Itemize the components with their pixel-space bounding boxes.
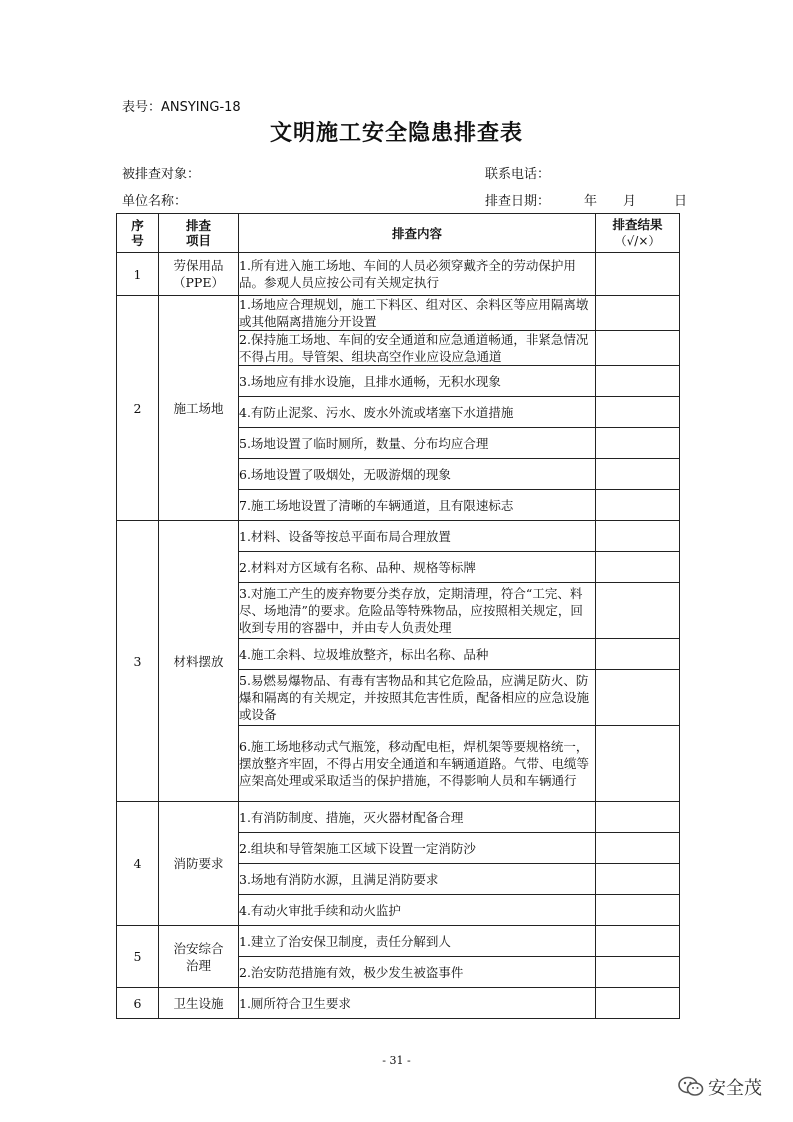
result-cell[interactable] (596, 957, 680, 988)
date-day-label: 日 (674, 194, 688, 209)
result-cell[interactable] (596, 833, 680, 864)
group-item: 卫生设施 (159, 988, 239, 1019)
header-item: 排查项目 (159, 214, 239, 253)
check-content: 2.材料对方区域有名称、品种、规格等标牌 (239, 552, 596, 583)
table-row (117, 926, 680, 957)
result-cell[interactable] (596, 895, 680, 926)
result-cell[interactable] (596, 988, 680, 1019)
group-number: 4 (117, 802, 159, 926)
check-content: 1.场地应合理规划，施工下料区、组对区、余料区等应用隔离墩或其他隔离措施分开设置 (239, 296, 596, 331)
result-cell[interactable] (596, 521, 680, 552)
page-number: - 31 - (382, 1054, 411, 1067)
form-number: 表号：ANSYING-18 (122, 100, 241, 115)
inspection-date-label: 排查日期： (485, 194, 551, 209)
check-content: 1.材料、设备等按总平面布局合理放置 (239, 521, 596, 552)
check-content: 1.所有进入施工场地、车间的人员必须穿戴齐全的劳动保护用品。参观人员应按公司有关规定执行 (239, 253, 596, 296)
check-content: 3.对施工产生的废弃物要分类存放，定期清理，符合“工完、料尽、场地清”的要求。危险品等特殊物品，应按照相关规定，回收到专用的容器中，并由专人负责处理 (239, 583, 596, 639)
group-number: 3 (117, 521, 159, 802)
result-cell[interactable] (596, 331, 680, 366)
date-year-label: 年 (584, 194, 598, 209)
result-cell[interactable] (596, 397, 680, 428)
header-result (596, 214, 680, 253)
result-cell[interactable] (596, 864, 680, 895)
group-number: 5 (117, 926, 159, 988)
unit-name-label: 单位名称： (122, 194, 188, 209)
result-cell[interactable] (596, 926, 680, 957)
table-row (117, 988, 680, 1019)
inspected-object-label: 被排查对象： (122, 167, 201, 182)
header-content: 排查内容 (239, 214, 596, 253)
result-cell[interactable] (596, 490, 680, 521)
date-month-label: 月 (623, 194, 637, 209)
header-result-label: 排查结果 (612, 217, 663, 232)
check-content: 5.易燃易爆物品、有毒有害物品和其它危险品，应满足防火、防爆和隔离的有关规定，并按照其危害性质，配备相应的应急设施或设备 (239, 670, 596, 726)
result-cell[interactable] (596, 726, 680, 802)
result-cell[interactable] (596, 366, 680, 397)
watermark-text: 安全茂 (708, 1078, 762, 1099)
group-item: 施工场地 (159, 296, 239, 521)
result-cell[interactable] (596, 253, 680, 296)
result-cell[interactable] (596, 639, 680, 670)
group-item: 治安综合治理 (159, 926, 239, 988)
result-cell[interactable] (596, 428, 680, 459)
check-content: 5.场地设置了临时厕所，数量、分布均应合理 (239, 428, 596, 459)
table-row (117, 521, 680, 552)
table-row (117, 296, 680, 331)
check-content: 2.组块和导管架施工区域下设置一定消防沙 (239, 833, 596, 864)
check-content: 4.有防止泥浆、污水、废水外流或堵塞下水道措施 (239, 397, 596, 428)
check-content: 4.施工余料、垃圾堆放整齐，标出名称、品种 (239, 639, 596, 670)
group-number: 6 (117, 988, 159, 1019)
wechat-icon (678, 1076, 704, 1098)
inspection-date (485, 190, 687, 209)
header-no: 序号 (117, 214, 159, 253)
check-content: 6.场地设置了吸烟处，无吸游烟的现象 (239, 459, 596, 490)
table-row (117, 253, 680, 296)
group-item: 材料摆放 (159, 521, 239, 802)
result-cell[interactable] (596, 552, 680, 583)
check-content: 3.场地有消防水源，且满足消防要求 (239, 864, 596, 895)
check-content: 7.施工场地设置了清晰的车辆通道，且有限速标志 (239, 490, 596, 521)
check-content: 1.有消防制度、措施，灭火器材配备合理 (239, 802, 596, 833)
result-cell[interactable] (596, 296, 680, 331)
contact-phone-label: 联系电话： (485, 167, 551, 182)
check-content: 4.有动火审批手续和动火监护 (239, 895, 596, 926)
result-cell[interactable] (596, 583, 680, 639)
check-content: 2.治安防范措施有效，极少发生被盗事件 (239, 957, 596, 988)
group-item: 劳保用品（PPE） (159, 253, 239, 296)
table-header-row (117, 214, 680, 253)
inspection-table (116, 213, 680, 1019)
group-number: 1 (117, 253, 159, 296)
result-cell[interactable] (596, 670, 680, 726)
check-content: 2.保持施工场地、车间的安全通道和应急通道畅通，非紧急情况不得占用。导管架、组块高空作业应设应急通道 (239, 331, 596, 366)
group-number: 2 (117, 296, 159, 521)
check-content: 6.施工场地移动式气瓶笼，移动配电柜，焊机架等要规格统一，摆放整齐牢固，不得占用安全通道和车辆通道路。气带、电缆等应架高处理或采取适当的保护措施，不得影响人员和车辆通行 (239, 726, 596, 802)
watermark (678, 1074, 762, 1100)
table-row (117, 802, 680, 833)
page-title: 文明施工安全隐患排查表 (269, 121, 523, 146)
result-cell[interactable] (596, 802, 680, 833)
check-content: 3.场地应有排水设施，且排水通畅，无积水现象 (239, 366, 596, 397)
group-item: 消防要求 (159, 802, 239, 926)
result-cell[interactable] (596, 459, 680, 490)
check-content: 1.建立了治安保卫制度，责任分解到人 (239, 926, 596, 957)
header-result-sub: （√/×） (614, 234, 661, 248)
check-content: 1.厕所符合卫生要求 (239, 988, 596, 1019)
